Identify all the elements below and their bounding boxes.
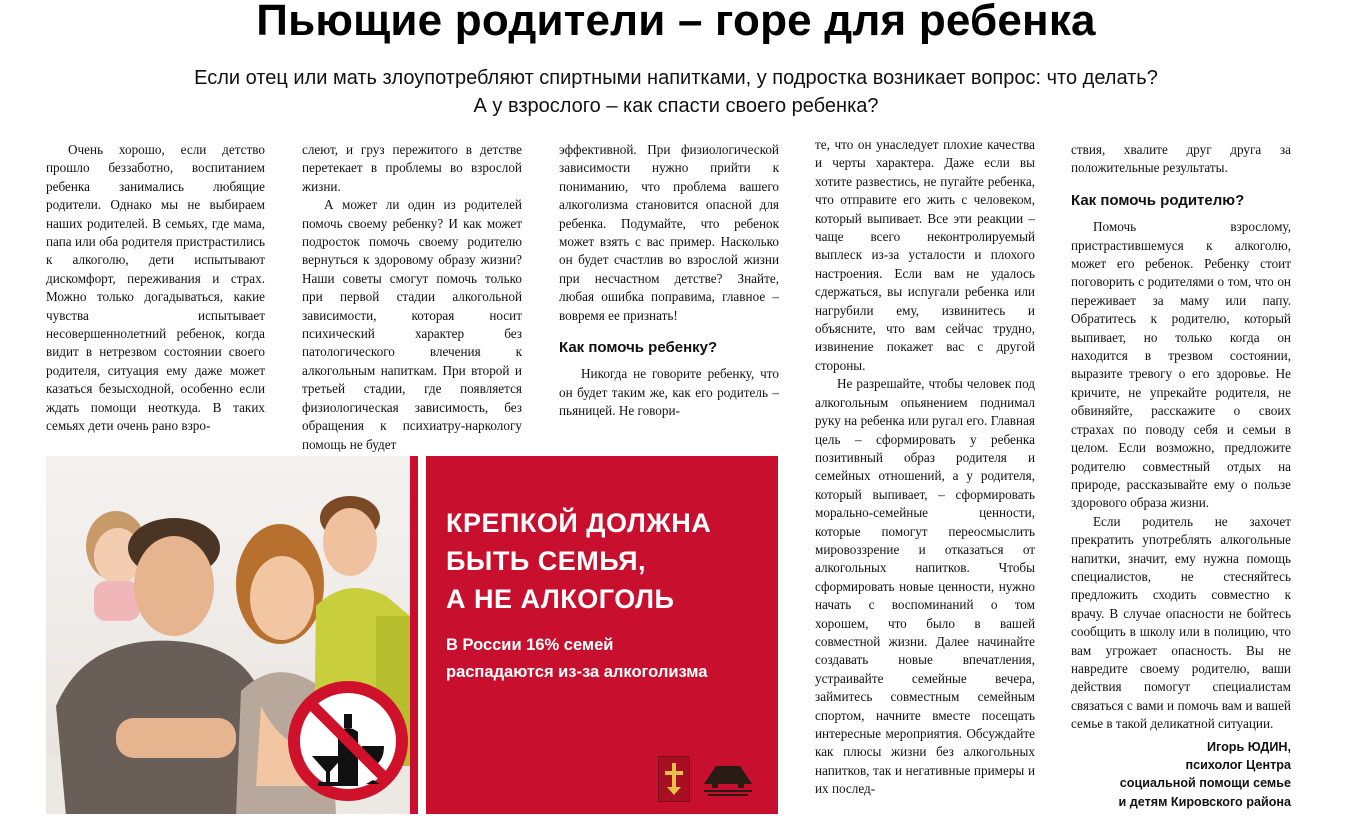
column-2	[302, 141, 522, 454]
slogan-panel	[410, 456, 778, 814]
column-4	[815, 136, 1035, 799]
social-ad-banner	[46, 456, 778, 814]
column-3	[559, 141, 779, 421]
paragraph: Если родитель не захочет прекратить употреблять алкогольные напитки, значит, ему нужна помощь специалистов, не стесняйтесь предложить сходить совместно к врачу. В случае опасности не бойтесь сообщить в школу или в полицию, что вам угрожает опасность. Вы не навредите своему родителю, ваши действия помогут специалистам связаться с вами и помочь вам и вашей семье в такой деликатной ситуации.	[1071, 513, 1291, 732]
author-role: психолог Центра	[1185, 758, 1291, 772]
paragraph: ствия, хвалите друг друга за положительные результаты.	[1071, 142, 1291, 176]
author-org-district: и детям Кировского района	[1118, 794, 1291, 809]
banner-slogan	[446, 504, 766, 618]
column-5	[1071, 141, 1291, 811]
slogan-line-3: А НЕ АЛКОГОЛЬ	[446, 584, 675, 614]
author-signature	[1071, 738, 1291, 812]
column-1	[46, 141, 265, 436]
center-logo-icon	[698, 758, 758, 800]
article-title: Пьющие родители – горе для ребенка	[256, 0, 1096, 45]
paragraph: А может ли один из родителей помочь своему ребенку? И как может подросток помочь своему родителю вернуться к здоровому образу жизни? Наши советы смогут помочь только при первой стадии алкогольной зависимости, которая носит психический характер без патологического влечения к алкогольным напиткам. При второй и третьей стадии, где появляется физиологическая зависимость, без обращения к психиатру-наркологу помощь не будет	[302, 197, 522, 452]
slogan-line-2: БЫТЬ СЕМЬЯ,	[446, 546, 647, 576]
paragraph: Не разрешайте, чтобы человек под алкогольным опьянением поднимал руку на ребенка или ругал его. Главная цель – сформировать у ребенка позитивный образ родителя и семейных отношений, а у родителя, который выпивает, – сформировать морально-семейные ценности, которые помогут переосмыслить мировоззрение и отказаться от алкогольных напитков. Чтобы сформировать новые ценности, нужно начать с воспоминаний о том хорошем, что было в вашей совместной жизни. Далее начинайте создавать новые впечатления, устраивайте семейные вечера, займитесь совместным семейным спортом, начните вместе посещать интересные мероприятия. Обсуждайте как плюсы жизни без алкогольных напитков, так и негативные примеры и их послед-	[815, 376, 1035, 797]
subtitle-line-1: Если отец или мать злоупотребляют спиртными напитками, у подростка возникает вопрос: что делать?	[194, 67, 1158, 89]
stat-line-2: распадаются из-за алкоголизма	[446, 663, 708, 681]
coat-of-arms-icon	[658, 756, 690, 802]
banner-statistic	[446, 632, 766, 686]
stat-line-1: В России 16% семей	[446, 636, 614, 654]
author-org: социальной помощи семье	[1119, 776, 1291, 791]
no-alcohol-icon	[294, 687, 402, 795]
author-name: Игорь ЮДИН,	[1206, 739, 1291, 754]
white-stripe	[418, 456, 426, 814]
paragraph: Помочь взрослому, пристрастившемуся к алкоголю, может его ребенок. Ребенку стоит поговорить с родителями о том, что он переживает за маму или папу. Обратитесь к родителю, который выпивает, но только когда он находится в трезвом состоянии, выразите тревогу о его здоровье. Не кричите, не упрекайте родителя, не обвиняйте, расскажите о своих страхах по поводу себя и семьи в целом. Если возможно, предложите родителю совместный отдых на природе, рассказывайте ему о пользе здорового образа жизни.	[1071, 219, 1291, 511]
paragraph: Очень хорошо, если детство прошло беззаботно, воспитанием ребенка занимались любящие родители. Однако мы не выбираем наших родителей. В семьях, где мама, папа или оба родителя пристрастились к алкоголю, дети испытывают дискомфорт, переживания и страх. Можно только догадываться, какие чувства испытывает несовершеннолетний ребенок, когда видит в нетрезвом состоянии своего родителя, ситуация ему даже может казаться безысходной, особенно если ждать помощи неоткуда. В таких семьях дети очень рано взро-	[46, 142, 265, 434]
paragraph: Никогда не говорите ребенку, что он будет таким же, как его родитель – пьяницей. Не говори-	[559, 366, 779, 419]
paragraph: те, что он унаследует плохие качества и черты характера. Даже если вы хотите развестись, не пугайте ребенка, что отправите его жить с человеком, который выпивает. Все эти реакции – чаще всего неконтролируемый выплеск из-за усталости и плохого настроения. Если вам не удалось сдержаться, вы испугали ребенка или нагрубили ему, извинитесь и объясните, что вам сейчас трудно, извинение покажет вас с другой стороны.	[815, 137, 1035, 373]
slogan-line-1: КРЕПКОЙ ДОЛЖНА	[446, 508, 712, 538]
paragraph: эффективной. При физиологической зависимости нужно прийти к пониманию, что проблема вашего алкоголизма становится опасной для ребенка. Подумайте, что ребенок может взять с вас пример. Насколько он будет счастлив во взрослой жизни при несчастном детстве? Знайте, любая ошибка поправима, главное – вовремя ее признать!	[559, 142, 779, 323]
section-heading-child: Как помочь ребенку?	[559, 339, 718, 357]
article-subtitle	[0, 64, 1352, 120]
subtitle-line-2: А у взрослого – как спасти своего ребенка?	[473, 95, 879, 117]
family-photo	[46, 456, 410, 814]
family-illustration	[46, 456, 410, 814]
paragraph: слеют, и груз пережитого в детстве перетекает в проблемы во взрослой жизни.	[302, 142, 522, 194]
section-heading-parent: Как помочь родителю?	[1071, 191, 1245, 209]
